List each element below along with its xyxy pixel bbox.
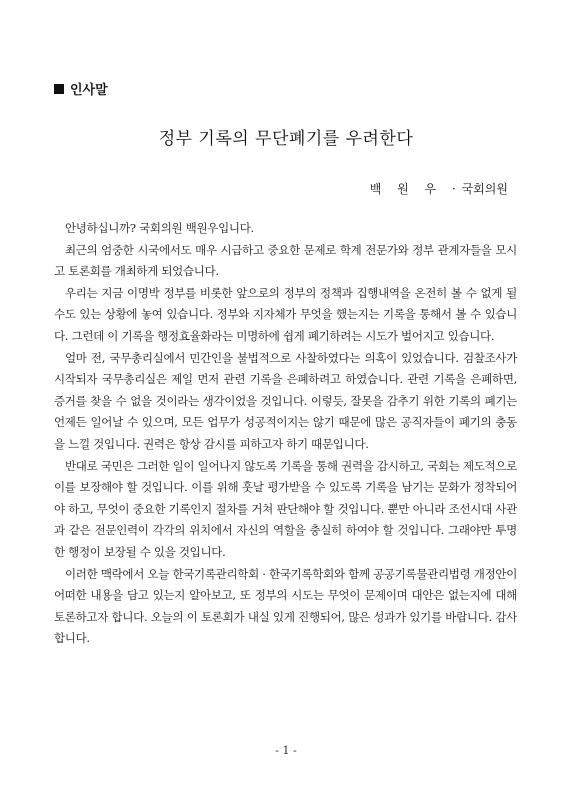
- author-affiliation: 국회의원: [461, 182, 508, 196]
- document-title: 정부 기록의 무단폐기를 우려한다: [158, 129, 414, 149]
- paragraph: 안녕하십니까? 국회의원 백원우입니다.: [65, 221, 254, 235]
- section-heading: [54, 79, 108, 98]
- document-body: [54, 218, 517, 650]
- page-number: - 1 -: [275, 744, 297, 757]
- author-separator: ·: [451, 182, 456, 196]
- section-label: 인사말: [70, 83, 108, 98]
- author-name: 백 원 우: [369, 182, 443, 196]
- square-bullet-icon: [54, 84, 64, 94]
- paragraph: 우리는 지금 이명박 정부를 비롯한 앞으로의 정부의 정책과 집행내역을 온전히 볼 수 없게 될 수도 있는 상황에 놓여 있습니다. 정부와 지자체가 무엇을 했는지는 기록을 통해서 볼 수 있습니다. 그런데 이 기록을 행정효율화라는 미명하에 쉽게 폐기하려는 시도가 벌어지고 있습니다.: [54, 285, 517, 343]
- paragraph: 반대로 국민은 그러한 일이 일어나지 않도록 기록을 통해 권력을 감시하고, 국회는 제도적으로 이를 보장해야 할 것입니다. 이를 위해 훗날 평가받을 수 있도록 기록을 남기는 문화가 정착되어야 하고, 무엇이 중요한 기록인지 절차를 거쳐 판단해야 할 것입니다. 뿐만 아니라 조선시대 사관과 같은 전문인력이 각각의 위치에서 자신의 역할을 충실히 하여야 할 것입니다. 그래야만 투명한 행정이 보장될 수 있을 것입니다.: [54, 458, 517, 559]
- paragraph: 얼마 전, 국무총리실에서 민간인을 불법적으로 사찰하였다는 의혹이 있었습니다. 검찰조사가 시작되자 국무총리실은 제일 먼저 관련 기록을 은폐하려고 하였습니다. 관련 기록을 은폐하면, 증거를 찾을 수 없을 것이라는 생각이었을 것입니다. 이렇듯, 잘못을 감추기 위한 기록의 폐기는 언제든 일어날 수 있으며, 모든 업무가 성공적이지는 않기 때문에 많은 공직자들이 폐기의 충동을 느낄 것입니다. 권력은 항상 감시를 피하고자 하기 때문입니다.: [54, 350, 517, 451]
- paragraph: 이러한 맥락에서 오늘 한국기록관리학회 · 한국기록학회와 함께 공공기록물관리법령 개정안이 어떠한 내용을 담고 있는지 알아보고, 또 정부의 시도는 무엇이 문제이며 대안은 없는지에 대해 토론하고자 합니다. 오늘의 이 토론회가 내실 있게 진행되어, 많은 성과가 있기를 바랍니다. 감사합니다.: [54, 566, 517, 646]
- paragraph: 최근의 엄중한 시국에서도 매우 시급하고 중요한 문제로 학계 전문가와 정부 관계자들을 모시고 토론회를 개최하게 되었습니다.: [54, 242, 517, 279]
- author-line: [370, 180, 508, 197]
